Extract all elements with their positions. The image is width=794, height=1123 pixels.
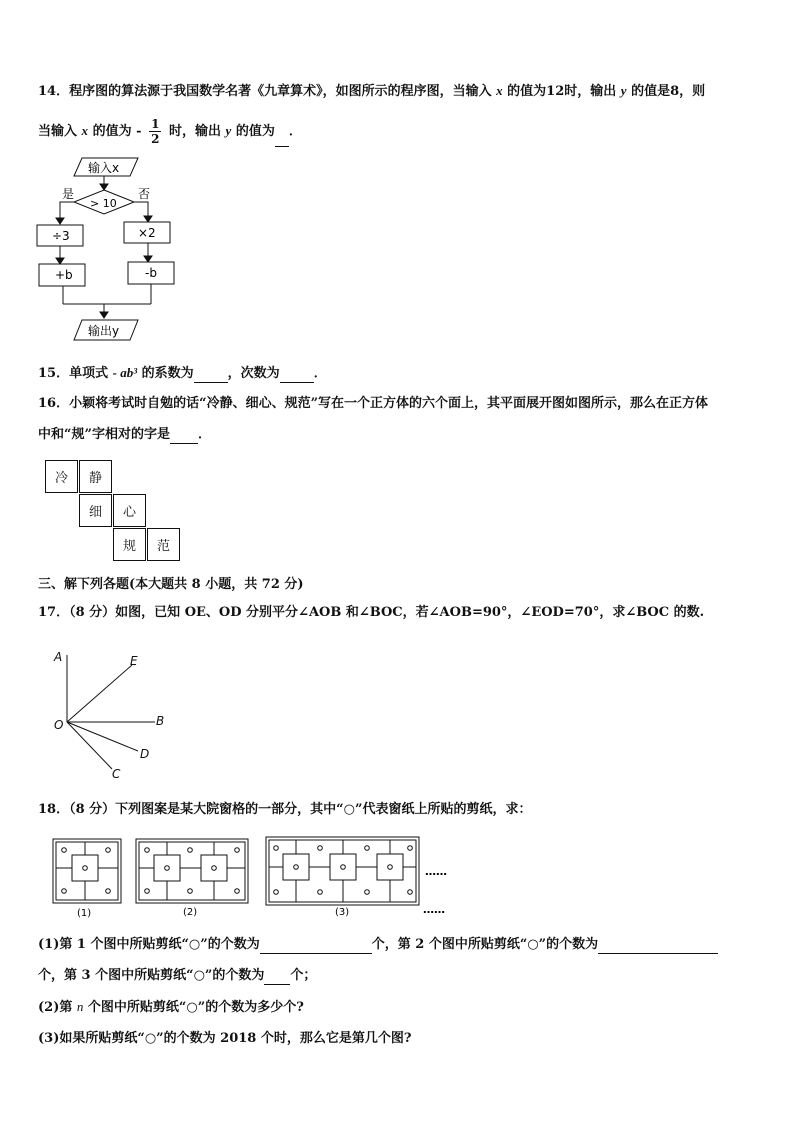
- q14-line2-b: 的值为: [92, 124, 132, 139]
- q18-p2-n: n: [76, 999, 84, 1014]
- q18-fig1-count-blank[interactable]: [260, 939, 372, 954]
- q14-text1: 程序图的算法源于我国数学名著《九章算术》，如图所示的程序图，当输入: [69, 84, 492, 99]
- q14-number: 14．: [38, 84, 70, 99]
- q18-part1-line1: [38, 936, 718, 954]
- q17-angle-figure: [50, 645, 180, 785]
- q17-number: 17．: [38, 605, 70, 620]
- q18-text: （8 分）下列图案是某大院窗格的一部分，其中“○”代表窗纸上所贴的剪纸，求：: [69, 802, 532, 817]
- q14-var-y: y: [620, 83, 627, 98]
- flow-div3-label: ÷3: [52, 229, 70, 243]
- q14-frac-num: 1: [151, 117, 160, 131]
- q18-p1-b: 个，第 2 个图中所贴剪纸“○”的个数为: [371, 937, 599, 952]
- q14-line2-end: ．: [288, 124, 302, 139]
- q18-p1-a: (1)第 1 个图中所贴剪纸“○”的个数为: [38, 937, 260, 952]
- label-C: C: [112, 767, 121, 781]
- flow-input-label: 输入x: [88, 161, 120, 175]
- q14-line2-d: 的值为: [235, 124, 275, 139]
- net-cell-fan: 范: [147, 528, 180, 561]
- net-cell-xi: 细: [79, 494, 112, 527]
- q14-line2-a: 当输入: [38, 124, 78, 139]
- flow-plusb-label: +b: [55, 268, 73, 282]
- label-B: B: [156, 714, 165, 728]
- q15-expression: - ab³: [112, 365, 138, 380]
- ray-OE: [67, 665, 132, 722]
- q16-text2: 中和“规”字相对的字是: [38, 427, 170, 442]
- q15-text3: ，次数为: [227, 366, 280, 381]
- q14-frac-den: 2: [151, 132, 160, 146]
- label-D: D: [140, 747, 150, 761]
- q16-end: ．: [197, 427, 211, 442]
- q16-cube-net: [45, 460, 185, 565]
- fig-continuation-dots: ……: [425, 865, 447, 878]
- q14-text3: 的值是8，则: [631, 84, 706, 99]
- q14-answer-blank[interactable]: [275, 132, 289, 147]
- q15-line: [38, 364, 327, 383]
- q15-coefficient-blank[interactable]: [194, 368, 228, 383]
- ray-OC: [67, 722, 112, 769]
- fig3-label: (3): [335, 907, 350, 918]
- label-O: O: [54, 718, 64, 732]
- q14-line1: [38, 82, 705, 101]
- net-cell-xin: 心: [113, 494, 146, 527]
- q14-fraction: [149, 117, 161, 146]
- flow-output-label: 输出y: [88, 324, 120, 338]
- flow-no-label: 否: [138, 187, 151, 201]
- q17-line: [38, 604, 704, 622]
- q15-end: ．: [313, 366, 327, 381]
- q16-line2: [38, 426, 211, 444]
- q18-fig3-count-blank[interactable]: [264, 970, 290, 985]
- flow-mul2-label: ×2: [138, 226, 156, 240]
- q16-answer-blank[interactable]: [170, 429, 198, 444]
- q18-part1-line2: [38, 967, 316, 985]
- ray-OD: [67, 722, 138, 751]
- q16-line1: [38, 395, 708, 413]
- q18-p1-c: 个，第 3 个图中所贴剪纸“○”的个数为: [38, 968, 265, 983]
- q16-number: 16．: [38, 396, 70, 411]
- q15-number: 15．: [38, 366, 70, 381]
- fig2-label: (2): [183, 907, 198, 918]
- section3-heading: 三、解下列各题(本大题共 8 小题，共 72 分): [38, 577, 304, 592]
- q18-part3: (3)如果所贴剪纸“○”的个数为 2018 个时，那么它是第几个图?: [38, 1031, 412, 1046]
- q18-p1-d: 个；: [290, 968, 317, 983]
- q14-var-x-2: x: [81, 123, 89, 138]
- net-cell-leng: 冷: [45, 460, 78, 493]
- fig1-label: (1): [77, 908, 92, 919]
- q15-degree-blank[interactable]: [280, 368, 314, 383]
- q14-neg-sign: -: [136, 124, 142, 139]
- q14-flowchart: [30, 150, 200, 350]
- q18-window-patterns: [48, 835, 468, 920]
- q14-text2: 的值为12时，输出: [507, 84, 617, 99]
- q14-var-x: x: [496, 83, 503, 98]
- label-A: A: [54, 650, 63, 664]
- flow-condition-label: > 10: [90, 197, 117, 210]
- q17-text: （8 分）如图，已知 OE、OD 分别平分∠AOB 和∠BOC，若∠AOB=90°，∠EOD=70°，求∠BOC 的数.: [69, 605, 705, 620]
- net-cell-jing: 静: [79, 460, 112, 493]
- q18-p2-a: (2)第: [38, 1000, 73, 1015]
- q16-text1: 小颖将考试时自勉的话“冷静、细心、规范”写在一个正方体的六个面上，其平面展开图如图所示，那么在正方体: [69, 396, 709, 411]
- q14-line2-c: 时，输出: [168, 124, 221, 139]
- net-cell-gui: 规: [113, 528, 146, 561]
- flow-minusb-label: -b: [145, 266, 157, 280]
- q18-number: 18．: [38, 802, 70, 817]
- fig-continuation-dots-2: ……: [423, 903, 445, 916]
- label-E: E: [130, 654, 138, 668]
- q18-part2: [38, 998, 304, 1017]
- q18-fig2-count-blank[interactable]: [598, 939, 718, 954]
- q15-text2: 的系数为: [141, 366, 194, 381]
- q14-line2: [38, 116, 302, 147]
- q18-line: [38, 801, 531, 819]
- flow-yes-label: 是: [62, 187, 75, 201]
- q15-text1: 单项式: [69, 366, 109, 381]
- q14-var-y-2: y: [225, 123, 232, 138]
- q18-p2-b: 个图中所贴剪纸“○”的个数为多少个?: [87, 1000, 304, 1015]
